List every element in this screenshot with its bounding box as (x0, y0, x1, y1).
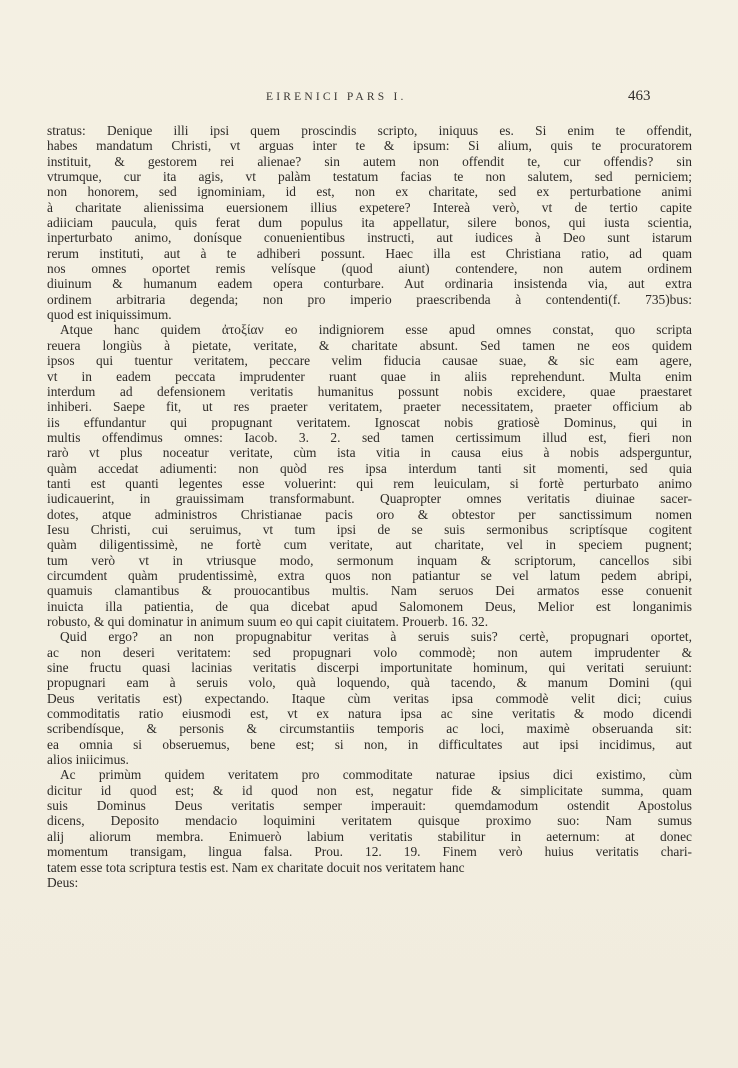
text-line: adiiciam paucula, quis ferat dum populus ita appellatur, silere bonos, qui iusta scientia, (47, 215, 692, 231)
text-line: propugnari eam à seruis volo, quà loquendo, quà tacendo, & manum Domini (qui (47, 675, 692, 691)
text-line: multis offendimus omnes: Iacob. 3. 2. sed tamen certissimum illud est, fieri non (47, 429, 692, 445)
text-line: Quid ergo? an non propugnabitur veritas à seruis suis? certè, propugnari oportet, (60, 629, 692, 645)
text-line: robusto, & qui dominatur in animum suum eo qui capit ciuitatem. Prouerb. 16. 32. (47, 614, 489, 629)
text-line: non honorem, sed ignominiam, id est, non ex charitate, sed ex perturbatione animi (47, 184, 692, 200)
text-line: ipsos qui tuentur veritatem, peccare velim fiducia causae suae, & sic eam agere, (47, 353, 692, 369)
text-line: commoditatis ratio eiusmodi est, vt ex natura ipsa ac sine veritatis & modo dicendi (47, 706, 692, 722)
page-number: 463 (628, 88, 651, 104)
text-line: scribendísque, & personis & circumstantiis temporis ac loci, maximè obseruanda sit: (47, 721, 692, 737)
text-line: Atque hanc quidem ἀτοξίαν eo indigniorem esse apud omnes constat, quo scripta (60, 322, 692, 338)
text-line: à charitate alienissima euersionem illius expetere? Intereà verò, vt de tertio capite (47, 199, 692, 215)
text-line: dotes, atque administros Christianae pacis oro & obtestor per sanctissimum nomen (47, 506, 692, 522)
text-line: Iesu Christi, cui seruimus, vt tum ipsi de se suis sermonibus scriptísque cogitent (47, 521, 692, 537)
catchword: Deus: (47, 874, 79, 890)
text-line: vtrumque, cur ita agis, vt palàm testatum facias te non salutem, sed perniciem; (47, 169, 692, 185)
text-line: reuera longiùs à pietate, veritate, & charitate absunt. Sed tamen ne eos quidem (47, 337, 692, 353)
body-text (47, 123, 692, 890)
text-line: tum verò vt in vtriusque modo, sermonum inquam & scriptorum, cancellos sibi (47, 552, 692, 568)
text-line: nos omnes oportet remis velísque (quod aiunt) contendere, non autem ordinem (47, 261, 692, 277)
text-line: momentum transigam, lingua falsa. Prou. 12. 19. Finem verò huius veritatis chari- (47, 844, 692, 860)
text-line: inhiberi. Saepe fit, ut res praeter veritatem, praeter necessitatem, praeter officium ab (47, 399, 692, 415)
text-line: alij aliorum membra. Enimuerò labium veritatis stabilitur in aeternum: at donec (47, 828, 692, 844)
text-line: rarò vt plus noceatur veritate, cùm ista vitia in causa eius à nobis adsperguntur, (47, 445, 692, 461)
text-line: iudicauerint, in grauissimam transformabunt. Quapropter omnes veritatis diuinae sacer- (47, 491, 692, 507)
text-line: diuinum & humanum eadem opera conturbare. Aut ordinaria insistenda via, aut extra (47, 276, 692, 292)
text-line: dicens, Deposito mendacio loquimini veritatem quisque proximo suo: Nam sumus (47, 813, 692, 829)
text-line: alios iniicimus. (47, 752, 129, 768)
text-line: rerum instituti, aut à te adhiberi possunt. Haec illa est Christiana ratio, ad quam (47, 245, 692, 261)
text-line: ac non deseri veritatem: sed propugnari volo commodè; non autem imprudenter & (47, 644, 692, 660)
text-line: quàm accedat adiumenti: non quòd res ipsa interdum tanti sit momenti, sed quia (47, 460, 692, 476)
text-line: stratus: Denique illi ipsi quem proscindis scripto, iniquus es. Si enim te offendit, (47, 123, 692, 138)
text-line: quamuis clamantibus & prouocantibus multis. Nam seruos Dei armatos esse conuenit (47, 583, 692, 599)
text-line: inperturbato animo, donísque conuenientibus instructi, aut iudices à Deo sunt istarum (47, 230, 692, 246)
text-line: suis Dominus Deus veritatis semper imperauit: quemdamodum ostendit Apostolus (47, 798, 692, 814)
text-line: sine fructu quasi lacinias veritatis discerpi importunitate hominum, qui veritati seruiunt: (47, 660, 692, 676)
text-line: Deus veritatis est) expectando. Itaque cùm veritas ipsa commodè velit dici; cuius (47, 690, 692, 706)
text-line: ordinem arbitraria degenda; non pro imperio praescribenda à contendenti(f. 735)bus: (47, 291, 692, 307)
text-line: ea omnia si obseruemus, bene est; si non, in difficultates aut ipsi incidimus, aut (47, 736, 692, 752)
text-line: circumdent quàm prudentissimè, extra quos non patiantur se vel latum pedem abripi, (47, 567, 692, 583)
text-line: Ac primùm quidem veritatem pro commoditate naturae ipsius dici existimo, cùm (60, 767, 692, 783)
text-line: inuicta illa patientia, de qua dicebat apud Salomonem Deus, Melior est longanimis (47, 598, 692, 614)
running-title: EIRENICI PARS I. (266, 91, 407, 103)
text-line: vt in eadem peccata imprudenter ruant quae in aliis reprehendunt. Multa enim (47, 368, 692, 384)
text-line: quàm diligentissimè, ne fortè cum veritate, aut charitate, vel in speciem pugnent; (47, 537, 692, 553)
running-head (0, 88, 738, 111)
text-line: tatem esse tota scriptura testis est. Nam ex charitate docuit nos veritatem hanc (47, 859, 465, 875)
text-line: instituit, & gestorem rei alienae? sin autem non offendit te, cur offendis? sin (47, 153, 692, 169)
text-line: iis effundantur qui propugnant veritatem. Ignoscat nobis gratiosè Dominus, qui in (47, 414, 692, 430)
text-line: dicitur id quod est; & id quod non est, negatur fide & simplicitate summa, quam (47, 782, 692, 798)
text-line: interdum ad defensionem veritatis humanitus possunt nobis excidere, quae praestaret (47, 383, 692, 399)
text-line: tanti est quanti legentes esse voluerint: qui rem leuiculam, si fortè perturbato animo (47, 475, 692, 491)
text-line: quod est iniquissimum. (47, 307, 172, 323)
text-line: habes mandatum Christi, vt arguas inter te & ipsum: Si alium, quis te procuratorem (47, 138, 692, 154)
